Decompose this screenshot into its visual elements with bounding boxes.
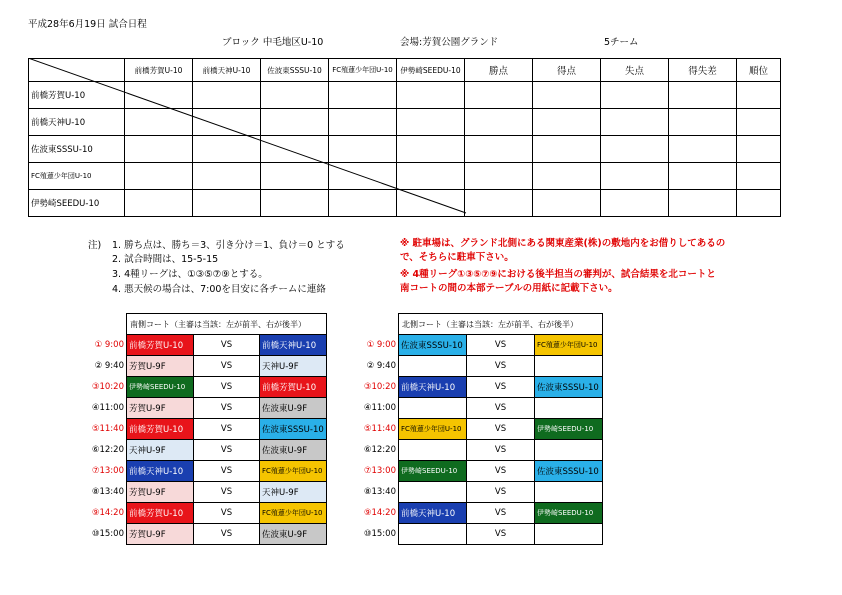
home-team [399, 482, 467, 503]
away-team: 佐波東SSSU-10 [535, 461, 603, 482]
away-team: 佐波東U-9F [260, 440, 327, 461]
diagonal-line [28, 58, 470, 215]
match-row [86, 335, 327, 356]
match-row [86, 440, 327, 461]
vs-label: VS [467, 377, 535, 398]
vs-label: VS [467, 524, 535, 545]
match-time: ⑦13:00 [91, 466, 124, 476]
match-row [358, 482, 603, 503]
match-row [86, 524, 327, 545]
row-team: FC殖蓮少年団U-10 [29, 163, 125, 190]
match-row [358, 377, 603, 398]
away-team: 天神U-9F [260, 356, 327, 377]
vs-label: VS [467, 356, 535, 377]
match-time: ⑤11:40 [363, 424, 396, 434]
home-team: 前橋天神U-10 [399, 377, 467, 398]
away-team [535, 398, 603, 419]
match-row [86, 398, 327, 419]
referee-note: ※ 4種リーグ①③⑤⑦⑨における後半担当の審判が、試合結果を北コートと [400, 269, 716, 280]
match-time: ⑩15:00 [363, 529, 396, 539]
home-team: 天神U-9F [127, 440, 194, 461]
home-team: 芳賀U-9F [127, 398, 194, 419]
match-time: ③10:20 [363, 382, 396, 392]
away-team [535, 482, 603, 503]
home-team [399, 440, 467, 461]
vs-label: VS [194, 524, 260, 545]
home-team: 芳賀U-9F [127, 356, 194, 377]
home-team [399, 524, 467, 545]
match-time: ④11:00 [363, 403, 396, 413]
vs-label: VS [467, 440, 535, 461]
block-label: ブロック 中毛地区U-10 [222, 37, 324, 48]
vs-label: VS [467, 398, 535, 419]
match-row [358, 356, 603, 377]
away-team [535, 356, 603, 377]
match-row [358, 398, 603, 419]
north-court-table [358, 313, 603, 545]
row-team: 前橋天神U-10 [29, 109, 125, 136]
home-team: 前橋芳賀U-10 [127, 335, 194, 356]
away-team: 天神U-9F [260, 482, 327, 503]
home-team [399, 356, 467, 377]
match-row [86, 377, 327, 398]
away-team: 前橋天神U-10 [260, 335, 327, 356]
match-time: ⑥12:20 [363, 445, 396, 455]
vs-label: VS [194, 482, 260, 503]
away-team [535, 440, 603, 461]
vs-label: VS [194, 419, 260, 440]
vs-label: VS [194, 398, 260, 419]
parking-note: ※ 駐車場は、グランド北側にある関東産業(株)の敷地内をお借りしてあるの [400, 238, 726, 249]
match-time: ③10:20 [91, 382, 124, 392]
home-team: 前橋天神U-10 [399, 503, 467, 524]
match-time: ⑨14:20 [363, 508, 396, 518]
col-team: 佐波東SSSU-10 [261, 59, 329, 82]
match-time: ① 9:00 [366, 340, 396, 350]
match-row [358, 461, 603, 482]
match-time: ⑤11:40 [91, 424, 124, 434]
match-time: ⑧13:40 [363, 487, 396, 497]
match-time: ⑧13:40 [91, 487, 124, 497]
home-team: 前橋芳賀U-10 [127, 503, 194, 524]
home-team: 芳賀U-9F [127, 524, 194, 545]
match-time: ② 9:40 [366, 361, 396, 371]
match-row [358, 419, 603, 440]
away-team: 伊勢崎SEEDU-10 [535, 503, 603, 524]
match-row [86, 503, 327, 524]
away-team: FC殖蓮少年団U-10 [260, 461, 327, 482]
home-team: 佐波東SSSU-10 [399, 335, 467, 356]
col-team: 前橋天神U-10 [193, 59, 261, 82]
note-item: 4. 悪天候の場合は、7:00を目安に各チームに連絡 [112, 284, 326, 295]
vs-label: VS [194, 503, 260, 524]
note-item: 3. 4種リーグは、①③⑤⑦⑨とする。 [112, 269, 268, 280]
match-row [86, 419, 327, 440]
home-team: 前橋芳賀U-10 [127, 419, 194, 440]
match-row [358, 503, 603, 524]
match-row [358, 335, 603, 356]
match-time: ⑩15:00 [91, 529, 124, 539]
north-court-title: 北側コート（主審は当該：左が前半、右が後半） [399, 314, 603, 335]
away-team: 佐波東SSSU-10 [535, 377, 603, 398]
away-team: 佐波東U-9F [260, 398, 327, 419]
away-team: FC殖蓮少年団U-10 [535, 335, 603, 356]
parking-note: で、そちらに駐車下さい。 [400, 252, 514, 263]
vs-label: VS [467, 335, 535, 356]
col-team: 前橋芳賀U-10 [125, 59, 193, 82]
vs-label: VS [194, 377, 260, 398]
vs-label: VS [194, 440, 260, 461]
match-row [86, 482, 327, 503]
vs-label: VS [467, 503, 535, 524]
match-row [86, 356, 327, 377]
note-item: 1. 勝ち点は、勝ち＝3、引き分け＝1、負け＝0 とする [112, 240, 345, 251]
match-time: ⑦13:00 [363, 466, 396, 476]
away-team: 前橋芳賀U-10 [260, 377, 327, 398]
vs-label: VS [194, 461, 260, 482]
row-team: 前橋芳賀U-10 [29, 82, 125, 109]
vs-label: VS [467, 419, 535, 440]
south-court-title: 南側コート（主審は当該：左が前半、右が後半） [127, 314, 327, 335]
match-time: ⑨14:20 [91, 508, 124, 518]
home-team: FC殖蓮少年団U-10 [399, 419, 467, 440]
vs-label: VS [467, 482, 535, 503]
date-title: 平成28年6月19日 試合日程 [28, 19, 147, 30]
col-stat: 順位 [737, 59, 781, 82]
home-team: 芳賀U-9F [127, 482, 194, 503]
away-team: 佐波東U-9F [260, 524, 327, 545]
col-stat: 得失差 [669, 59, 737, 82]
row-team: 佐波東SSSU-10 [29, 136, 125, 163]
home-team: 前橋天神U-10 [127, 461, 194, 482]
away-team: FC殖蓮少年団U-10 [260, 503, 327, 524]
note-item: 2. 試合時間は、15-5-15 [112, 254, 219, 265]
notes-prefix: 注) [88, 240, 102, 251]
teams-count: 5チーム [604, 37, 639, 48]
home-team: 伊勢崎SEEDU-10 [399, 461, 467, 482]
row-team: 伊勢崎SEEDU-10 [29, 190, 125, 217]
col-stat: 得点 [533, 59, 601, 82]
match-time: ④11:00 [91, 403, 124, 413]
vs-label: VS [194, 335, 260, 356]
vs-label: VS [194, 356, 260, 377]
away-team: 佐波東SSSU-10 [260, 419, 327, 440]
match-time: ② 9:40 [94, 361, 124, 371]
home-team [399, 398, 467, 419]
venue-label: 会場:芳賀公園グランド [400, 37, 499, 48]
match-row [86, 461, 327, 482]
vs-label: VS [467, 461, 535, 482]
col-stat: 失点 [601, 59, 669, 82]
south-court-table [86, 313, 327, 545]
col-team: 伊勢崎SEEDU-10 [397, 59, 465, 82]
match-time: ① 9:00 [94, 340, 124, 350]
away-team [535, 524, 603, 545]
match-row [358, 440, 603, 461]
home-team: 伊勢崎SEEDU-10 [127, 377, 194, 398]
away-team: 伊勢崎SEEDU-10 [535, 419, 603, 440]
match-row [358, 524, 603, 545]
col-stat: 勝点 [465, 59, 533, 82]
referee-note: 南コートの間の本部テーブルの用紙に記載下さい。 [400, 283, 618, 294]
col-team: FC殖蓮少年団U-10 [329, 59, 397, 82]
match-time: ⑥12:20 [91, 445, 124, 455]
